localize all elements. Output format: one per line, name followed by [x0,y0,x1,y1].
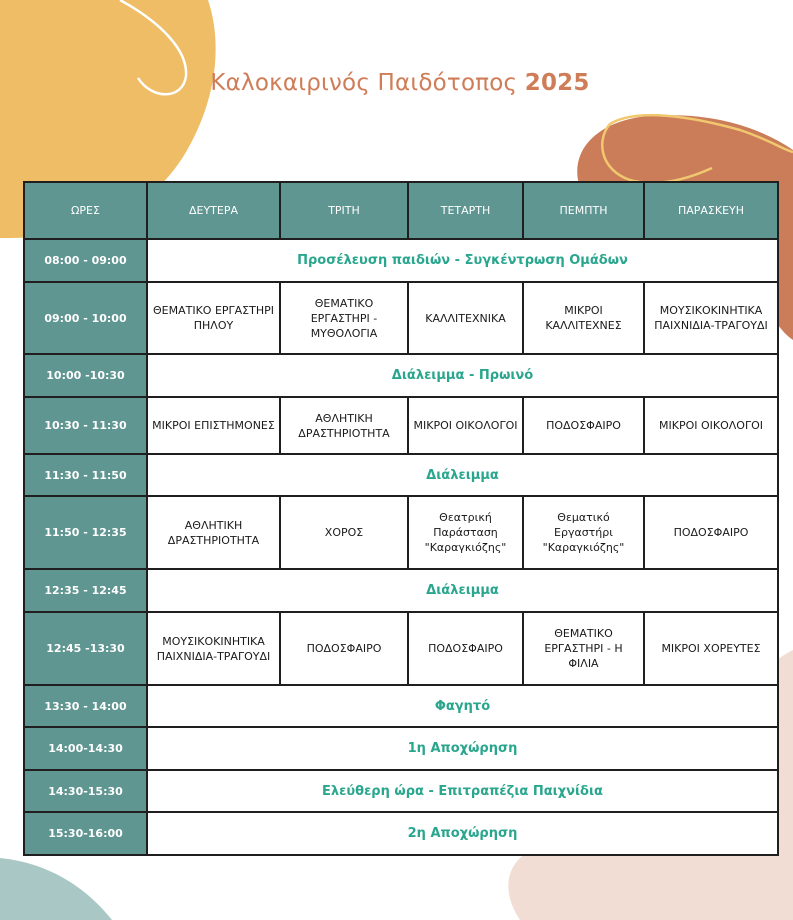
activity-friday: ΜΙΚΡΟΙ ΧΟΡΕΥΤΕΣ [644,612,778,685]
activity-tuesday: ΧΟΡΟΣ [280,496,408,569]
activity-thursday: ΜΙΚΡΟΙ ΚΑΛΛΙΤΕΧΝΕΣ [523,282,644,354]
activity-thursday: ΘΕΜΑΤΙΚΟ ΕΡΓΑΣΤΗΡΙ - Η ΦΙΛΙΑ [523,612,644,685]
schedule-row [24,239,778,282]
full-width-activity: 1η Αποχώρηση [147,727,778,770]
header-friday: ΠΑΡΑΣΚΕΥΗ [644,182,778,239]
page-title [0,70,793,96]
full-width-activity: Ελεύθερη ώρα - Επιτραπέζια Παιχνίδια [147,770,778,812]
time-slot: 14:30-15:30 [24,770,147,812]
activity-friday: ΜΟΥΣΙΚΟΚΙΝΗΤΙΚΑ ΠΑΙΧΝΙΔΙΑ-ΤΡΑΓΟΥΔΙ [644,282,778,354]
activity-wednesday: Θεατρική Παράσταση "Καραγκιόζης" [408,496,523,569]
schedule-row [24,496,778,569]
activity-monday: ΑΘΛΗΤΙΚΗ ΔΡΑΣΤΗΡΙΟΤΗΤΑ [147,496,280,569]
time-slot: 12:35 - 12:45 [24,569,147,612]
header-row [24,182,778,239]
schedule-row [24,685,778,727]
full-width-activity: Φαγητό [147,685,778,727]
activity-monday: ΘΕΜΑΤΙΚΟ ΕΡΓΑΣΤΗΡΙ ΠΗΛΟΥ [147,282,280,354]
schedule-row [24,454,778,496]
header-wednesday: ΤΕΤΑΡΤΗ [408,182,523,239]
time-slot: 08:00 - 09:00 [24,239,147,282]
activity-tuesday: ΘΕΜΑΤΙΚΟ ΕΡΓΑΣΤΗΡΙ - ΜΥΘΟΛΟΓΙΑ [280,282,408,354]
time-slot: 10:30 - 11:30 [24,397,147,454]
time-slot: 11:30 - 11:50 [24,454,147,496]
full-width-activity: 2η Αποχώρηση [147,812,778,855]
time-slot: 10:00 -10:30 [24,354,147,397]
teal-blob [0,858,112,920]
schedule-row [24,569,778,612]
full-width-activity: Διάλειμμα - Πρωινό [147,354,778,397]
time-slot: 13:30 - 14:00 [24,685,147,727]
activity-thursday: Θεματικό Εργαστήρι "Καραγκιόζης" [523,496,644,569]
schedule-row [24,612,778,685]
activity-wednesday: ΜΙΚΡΟΙ ΟΙΚΟΛΟΓΟΙ [408,397,523,454]
activity-thursday: ΠΟΔΟΣΦΑΙΡΟ [523,397,644,454]
schedule-row [24,397,778,454]
time-slot: 12:45 -13:30 [24,612,147,685]
schedule-row [24,282,778,354]
activity-friday: ΜΙΚΡΟΙ ΟΙΚΟΛΟΓΟΙ [644,397,778,454]
title-year: 2025 [524,70,590,96]
activity-wednesday: ΚΑΛΛΙΤΕΧΝΙΚΑ [408,282,523,354]
activity-tuesday: ΑΘΛΗΤΙΚΗ ΔΡΑΣΤΗΡΙΟΤΗΤΑ [280,397,408,454]
schedule-table [23,181,779,856]
activity-tuesday: ΠΟΔΟΣΦΑΙΡΟ [280,612,408,685]
schedule-row [24,812,778,855]
time-slot: 11:50 - 12:35 [24,496,147,569]
time-slot: 15:30-16:00 [24,812,147,855]
activity-friday: ΠΟΔΟΣΦΑΙΡΟ [644,496,778,569]
activity-monday: ΜΟΥΣΙΚΟΚΙΝΗΤΙΚΑ ΠΑΙΧΝΙΔΙΑ-ΤΡΑΓΟΥΔΙ [147,612,280,685]
time-slot: 09:00 - 10:00 [24,282,147,354]
schedule-row [24,727,778,770]
schedule-row [24,770,778,812]
title-text: Καλοκαιρινός Παιδότοπος [210,70,518,96]
full-width-activity: Διάλειμμα [147,454,778,496]
header-monday: ΔΕΥΤΕΡΑ [147,182,280,239]
activity-monday: ΜΙΚΡΟΙ ΕΠΙΣΤΗΜΟΝΕΣ [147,397,280,454]
full-width-activity: Διάλειμμα [147,569,778,612]
header-thursday: ΠΕΜΠΤΗ [523,182,644,239]
schedule-row [24,354,778,397]
activity-wednesday: ΠΟΔΟΣΦΑΙΡΟ [408,612,523,685]
time-slot: 14:00-14:30 [24,727,147,770]
header-tuesday: ΤΡΙΤΗ [280,182,408,239]
full-width-activity: Προσέλευση παιδιών - Συγκέντρωση Ομάδων [147,239,778,282]
header-hours: ΩΡΕΣ [24,182,147,239]
